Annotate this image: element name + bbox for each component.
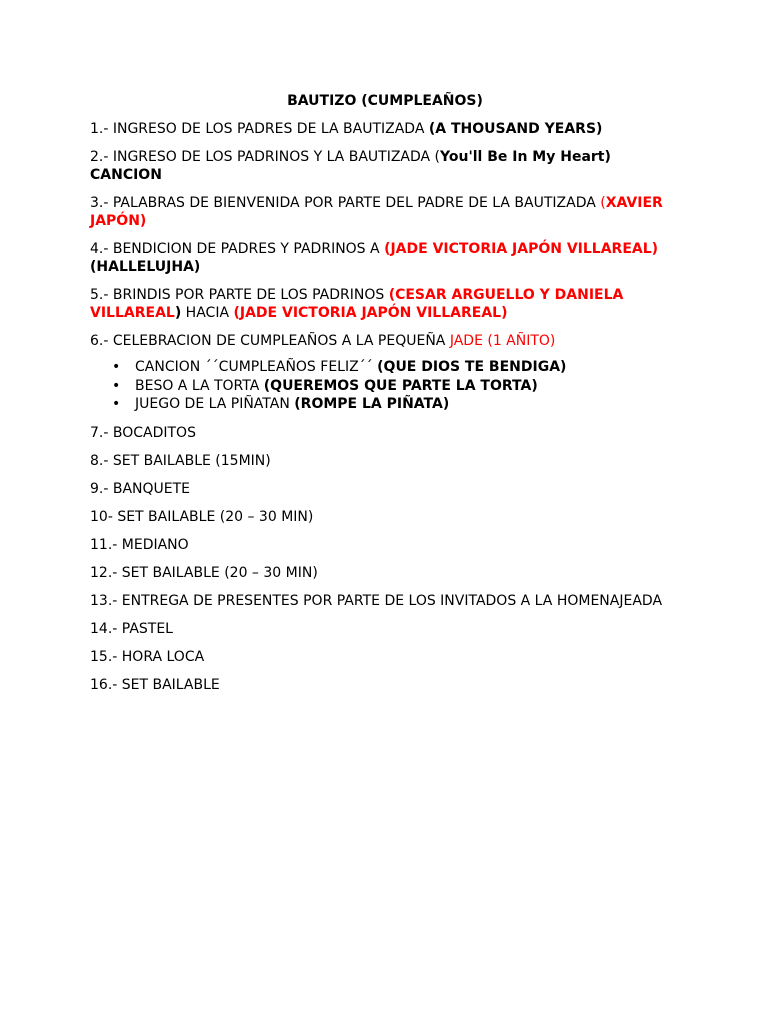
item-5-godparents: (CESAR ARGUELLO Y DANIELA VILLAREAL [90, 287, 624, 321]
item-5 [90, 286, 680, 322]
item-2-label: CANCION [90, 167, 162, 183]
document-title: BAUTIZO (CUMPLEAÑOS) [287, 93, 483, 109]
list-item [135, 395, 680, 414]
item-15: 15.- HORA LOCA [90, 648, 205, 665]
item-2-song: You'll Be In My Heart) [440, 149, 611, 165]
item-3-text: 3.- PALABRAS DE BIENVENIDA POR PARTE DEL PADRE DE LA BAUTIZADA [90, 195, 601, 211]
item-5-mid: HACIA [181, 305, 234, 321]
sub-item-text: CANCION ´´CUMPLEAÑOS FELIZ´´ [135, 359, 378, 375]
celebration-sublist [90, 358, 680, 414]
item-3 [90, 194, 680, 230]
item-4-text: 4.- BENDICION DE PADRES Y PADRINOS A [90, 241, 385, 257]
item-1-text: 1.- INGRESO DE LOS PADRES DE LA BAUTIZADA [90, 121, 429, 137]
item-9: 9.- BANQUETE [90, 480, 191, 497]
item-4 [90, 240, 680, 276]
item-4-song: (HALLELUJHA) [90, 259, 201, 275]
item-10: 10- SET BAILABLE (20 – 30 MIN) [90, 508, 314, 525]
item-11: 11.- MEDIANO [90, 536, 189, 553]
item-2-text: 2.- INGRESO DE LOS PADRINOS Y LA BAUTIZADA ( [90, 149, 441, 165]
item-12: 12.- SET BAILABLE (20 – 30 MIN) [90, 564, 318, 581]
sub-item-text: BESO A LA TORTA [135, 377, 264, 394]
item-1 [90, 120, 680, 138]
item-5-honoree: (JADE VICTORIA JAPÓN VILLAREAL) [233, 305, 508, 321]
item-7: 7.- BOCADITOS [90, 424, 196, 441]
item-13: 13.- ENTREGA DE PRESENTES POR PARTE DE LOS INVITADOS A LA HOMENAJEADA [90, 592, 663, 609]
document-body [90, 92, 680, 704]
sub-item-note: (QUEREMOS QUE PARTE LA TORTA) [263, 377, 538, 394]
item-5-close-paren: ) [174, 305, 182, 321]
sub-item-note: (ROMPE LA PIÑATA) [294, 396, 450, 412]
item-3-name: XAVIER JAPÓN) [90, 195, 663, 229]
item-5-text: 5.- BRINDIS POR PARTE DE LOS PADRINOS [90, 287, 389, 303]
item-6 [90, 332, 680, 350]
item-6-name: JADE (1 AÑITO) [449, 333, 556, 349]
item-8: 8.- SET BAILABLE (15MIN) [90, 452, 271, 469]
item-6-text: 6.- CELEBRACION DE CUMPLEAÑOS A LA PEQUEÑA [90, 333, 450, 349]
list-item [135, 377, 680, 396]
item-1-song: (A THOUSAND YEARS) [428, 121, 603, 137]
item-16: 16.- SET BAILABLE [90, 676, 220, 693]
item-2 [90, 148, 680, 184]
sub-item-note: (QUE DIOS TE BENDIGA) [377, 359, 567, 375]
item-3-paren: ( [600, 195, 606, 211]
item-14: 14.- PASTEL [90, 620, 173, 637]
item-4-name: (JADE VICTORIA JAPÓN VILLAREAL) [384, 241, 659, 257]
sub-item-text: JUEGO DE LA PIÑATAN [135, 396, 295, 412]
list-item [135, 358, 680, 377]
